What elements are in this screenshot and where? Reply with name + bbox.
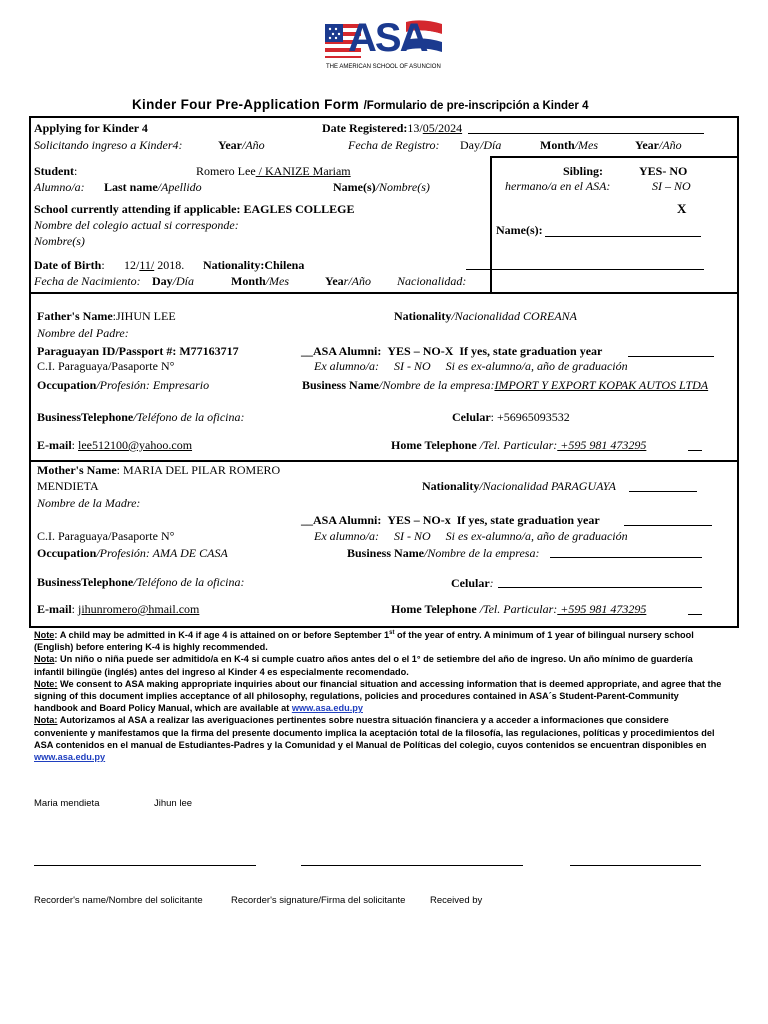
mother-nat-line [629,491,697,492]
date-reg-year: Year/Año [635,138,682,152]
received-by-line [570,865,701,866]
mother-home-tel-line [688,614,702,615]
names-label: Name(s)/Nombre(s) [333,180,430,194]
nombre-madre: Nombre de la Madre: [37,496,141,510]
recorder-name-label: Recorder's name/Nombre del solicitante [34,895,203,906]
father-home-tel: Home Telephone /Tel. Particular: +595 981 473295 [391,438,647,452]
father-alumni: __ASA Alumni: YES – NO-X If yes, state graduation year [301,344,603,358]
mother-business-tel: BusinessTelephone/Teléfono de la oficina: [37,575,245,589]
father-email: E-mail: lee512100@yahoo.com [37,438,193,452]
fecha-nac: Fecha de Nacimiento: [34,274,141,288]
student-value: Romero Lee / KANIZE Mariam [196,164,351,178]
mother-business-name: Business Name/Nombre de la empresa: [347,546,540,560]
hermano-label: hermano/a en el ASA: [505,179,611,193]
fecha-registro: Fecha de Registro: [348,138,440,152]
nationality-label: Nationality:Chilena [203,258,305,272]
father-celular: Celular: +56965093532 [452,410,570,424]
father-occupation: Occupation/Profesión: Empresario [37,378,210,392]
school-logo [322,18,446,76]
received-by-label: Received by [430,895,483,906]
mother-grad-line [624,525,712,526]
date-registered-line [468,133,704,134]
sibling-names-label: Name(s): [496,223,543,237]
note-english: Note: A child may be admitted in K-4 if age 4 is attained on or before September 1st of the year of entry. A minimum of 1 year of bilingual nursery school (English) before entering K-4 is highly recommended. [34,630,694,653]
logo-text: ASA [348,16,427,60]
asa-website-link[interactable]: www.asa.edu.py [291,703,363,714]
applying-year: Year/Año [218,138,265,152]
mother-celular-line [498,587,702,588]
sibling-yes-no: YES- NO [639,164,688,178]
mother-name: Mother's Name: MARIA DEL PILAR ROMERO [37,463,281,477]
student-label: Student: [34,164,78,178]
father-grad-line [628,356,714,357]
dob-label: Date of Birth: [34,258,105,272]
school-es: Nombre del colegio actual si corresponde: [34,218,239,232]
sibling-names-line [545,236,701,237]
mother-divider [29,460,739,462]
mother-email: E-mail: jihunromero@hmail.com [37,602,200,616]
father-id: Paraguayan ID/Passport #: M77163717 [37,344,239,358]
mother-alumni: __ASA Alumni: YES – NO-x If yes, state graduation year [301,513,600,527]
signature-name-1: Maria mendieta [34,798,100,809]
alumno-label: Alumno/a: [34,180,85,194]
notes-block [34,627,724,763]
father-name: Father's Name:JIHUN LEE [37,309,176,323]
recorder-signature-label: Recorder's signature/Firma del solicitante [231,895,406,906]
signature-name-2: Jihun lee [154,798,193,809]
applying-es: Solicitando ingreso a Kinder4: [34,138,183,152]
mother-ci: C.I. Paraguaya/Pasaporte N° [37,529,175,543]
mother-nationality: Nationality/Nacionalidad PARAGUAYA [422,479,616,493]
recorder-name-line [34,865,256,866]
date-reg-day: Day/Día [460,138,502,152]
last-name-label: Last name/Apellido [104,180,202,194]
nacionalidad-label: Nacionalidad: [397,274,467,288]
dob-value: 12/11/ 2018. [124,258,185,272]
date-registered: Date Registered:13/05/2024 [322,121,463,135]
nationality-line [466,269,704,270]
applying-label: Applying for Kinder 4 [34,121,148,135]
school-label: School currently attending if applicable: EAGLES COLLEGE [34,202,355,216]
father-home-tel-line [688,450,702,451]
father-business-name: Business Name/Nombre de la empresa:IMPORT Y EXPORT KOPAK AUTOS LTDA [302,378,709,392]
father-nationality: Nationality/Nacionalidad COREANA [394,309,578,323]
form-title-sub: /Formulario de pre-inscripción a Kinder 4 [363,100,589,112]
father-ci: C.I. Paraguaya/Pasaporte N° [37,359,175,373]
sibling-label: Sibling: [563,164,604,178]
dob-day: Day/Día [152,274,195,288]
father-exalumno: Ex alumno/a: SI - NO Si es ex-alumno/a, año de graduación [314,359,628,373]
mother-exalumno: Ex alumno/a: SI - NO Si es ex-alumno/a, año de graduación [314,529,628,543]
mother-business-line [550,557,702,558]
date-reg-month: Month/Mes [540,138,598,152]
mother-home-tel: Home Telephone /Tel. Particular: +595 981 473295 [391,602,647,616]
note-spanish: Nota: Un niño o niña puede ser admitido/a en K-4 si cumple cuatro años antes del o el 1° de setiembre del año de ingreso. Un año mínimo de guardería infantil bilingüe (inglés) antes del ingreso al Kinder 4 es especialmente recomendado. [34,654,693,677]
logo-tagline: THE AMERICAN SCHOOL OF ASUNCION [326,64,441,70]
consent-english: Note: We consent to ASA making appropriate inquiries about our financial situation and accessing information that is deemed appropriate, and agree that the signing of this document implies acceptance of all philosophy, regulations, policies and procedures contained in ASA´s Student-Parent-Community handbook and Board Policy Manual, which are available at www.asa.edu.py [34,678,722,714]
form-title-main: Kinder Four Pre-Application Form [132,97,360,112]
sibling-mark: X [677,201,687,216]
dob-month: Month/Mes [231,274,289,288]
mother-occupation: Occupation/Profesión: AMA DE CASA [37,546,228,560]
school-es2: Nombre(s) [34,234,85,248]
form-title [132,96,589,114]
asa-website-link-es[interactable]: www.asa.edu.py [34,752,106,763]
mother-celular: Celular: [451,576,494,590]
si-no-label: SI – NO [652,179,691,193]
dob-year: Year/Año [325,274,372,288]
recorder-signature-line [301,865,523,866]
consent-spanish: Nota: Autorizamos al ASA a realizar las averiguaciones pertinentes sobre nuestra situación financiera y a acceder a informaciones que considere conveniente y manifestamos que la firma del presente documento implica la aceptación total de la filosofía, las regulaciones, políticas y procedimientos del ASA contenidos en el manual de Estudiantes-Padres y la Comunidad y el Manual de Políticas del colegio, cuyos contenidos se encuentran disponibles en www.asa.edu.py [34,715,715,763]
mother-name-2: MENDIETA [37,479,99,493]
nombre-padre: Nombre del Padre: [37,326,129,340]
father-business-tel: BusinessTelephone/Teléfono de la oficina: [37,410,245,424]
